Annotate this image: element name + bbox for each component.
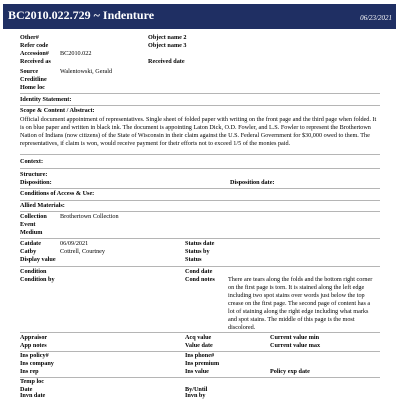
conditions-access-label: Conditions of Access & Use:	[20, 190, 95, 197]
condition-label: Condition	[20, 268, 47, 275]
divider	[20, 168, 380, 169]
divider	[20, 211, 380, 212]
display-value-label: Display value	[20, 256, 56, 263]
divider	[20, 200, 380, 201]
event-label: Event	[20, 221, 36, 228]
condition-by-label: Condition by	[20, 276, 55, 283]
appraisal-notes-label: App notes	[20, 342, 47, 349]
status-by-label: Status by	[185, 248, 210, 255]
scope-content-label: Scope & Content / Abstract:	[20, 107, 95, 114]
condition-notes-label: Cond notes	[185, 276, 215, 283]
acquisition-value-label: Acq value	[185, 334, 212, 341]
status-date-label: Status date	[185, 240, 215, 247]
divider	[20, 154, 380, 155]
received-as-label: Received as	[20, 58, 51, 65]
current-value-min-label: Current value min	[270, 334, 320, 341]
insurance-value-label: Ins value	[185, 368, 209, 375]
received-date-label: Received date	[148, 58, 185, 65]
record-title: BC2010.022.729 ~ Indenture	[8, 8, 155, 22]
policy-expiry-date-label: Policy exp date	[270, 368, 310, 375]
condition-notes-text: There are tears along the folds and the bottom right corner on the first page is torn. It is stained along the left edge including two spot stains over words just below the top crease on the first page. The second page of content has a lot of staining along the right edge including what marks and spot stains. The middle of this page is the most discolored.	[228, 276, 373, 331]
insurance-rep-label: Ins rep	[20, 368, 39, 375]
object-name-3-label: Object name 3	[148, 42, 187, 49]
record-title-bar	[3, 4, 396, 29]
by-until-label: By/Until	[185, 386, 208, 393]
collection-value: Brothertown Collection	[60, 213, 119, 220]
other-number-label: Other#	[20, 34, 39, 41]
disposition-date-label: Disposition date:	[230, 179, 275, 186]
inventory-date-label: Invn date	[20, 392, 46, 399]
home-location-label: Home loc	[20, 84, 45, 91]
catby-value: Cottrell, Courtney	[60, 248, 106, 255]
source-value: Walentowski, Gerald	[60, 68, 113, 75]
medium-label: Medium	[20, 229, 43, 236]
accession-number-label: Accession#	[20, 50, 49, 57]
divider	[20, 238, 380, 239]
record-print-date: 06/23/2021	[360, 14, 392, 22]
scope-content-text: Official document appointment of representatives. Single sheet of folded paper with writing on the front page and the third page when folded. It is on blue paper and written in black ink. The document is appointing Laton Dick, O.D. Fowler, and L.S. Fowler to represent the Brothertown Nation of Indians (now citizens) of the State of Wisconsin in their claim against the U.S. Federal Government for $30,000 owed to them. The representatives, if claim is won, would receive payment for their efforts not to exceed 1/5 of the monies paid.	[20, 116, 377, 147]
divider	[20, 105, 380, 106]
refer-code-label: Refer code	[20, 42, 49, 49]
appraisor-label: Appraisor	[20, 334, 48, 341]
source-label: Source	[20, 68, 39, 75]
divider	[20, 93, 380, 94]
structure-label: Structure:	[20, 171, 48, 178]
catby-label: Catby	[20, 248, 37, 255]
catdate-label: Catdate	[20, 240, 41, 247]
temp-location-label: Temp loc	[20, 378, 45, 385]
collection-label: Collection	[20, 213, 47, 220]
divider	[20, 332, 380, 333]
date-label: Date	[20, 386, 33, 393]
divider	[20, 377, 380, 378]
creditline-label: Creditline	[20, 76, 47, 83]
disposition-label: Disposition:	[20, 179, 52, 186]
identity-statement-label: Identity Statement:	[20, 96, 72, 103]
current-value-max-label: Current value max	[270, 342, 321, 349]
allied-materials-label: Allied Materials:	[20, 202, 65, 209]
insurance-phone-label: Ins phone#	[185, 352, 215, 359]
value-date-label: Value date	[185, 342, 213, 349]
status-label: Status	[185, 256, 202, 263]
inventory-by-label: Invn by	[185, 392, 206, 399]
object-name-2-label: Object name 2	[148, 34, 187, 41]
insurance-company-label: Ins company	[20, 360, 54, 367]
catdate-value: 06/09/2021	[60, 240, 89, 247]
accession-number-value: BC2010.022	[60, 50, 92, 57]
condition-date-label: Cond date	[185, 268, 213, 275]
insurance-premium-label: Ins premium	[185, 360, 220, 367]
divider	[20, 188, 380, 189]
divider	[20, 266, 380, 267]
context-label: Context:	[20, 158, 44, 165]
insurance-policy-label: Ins policy#	[20, 352, 49, 359]
